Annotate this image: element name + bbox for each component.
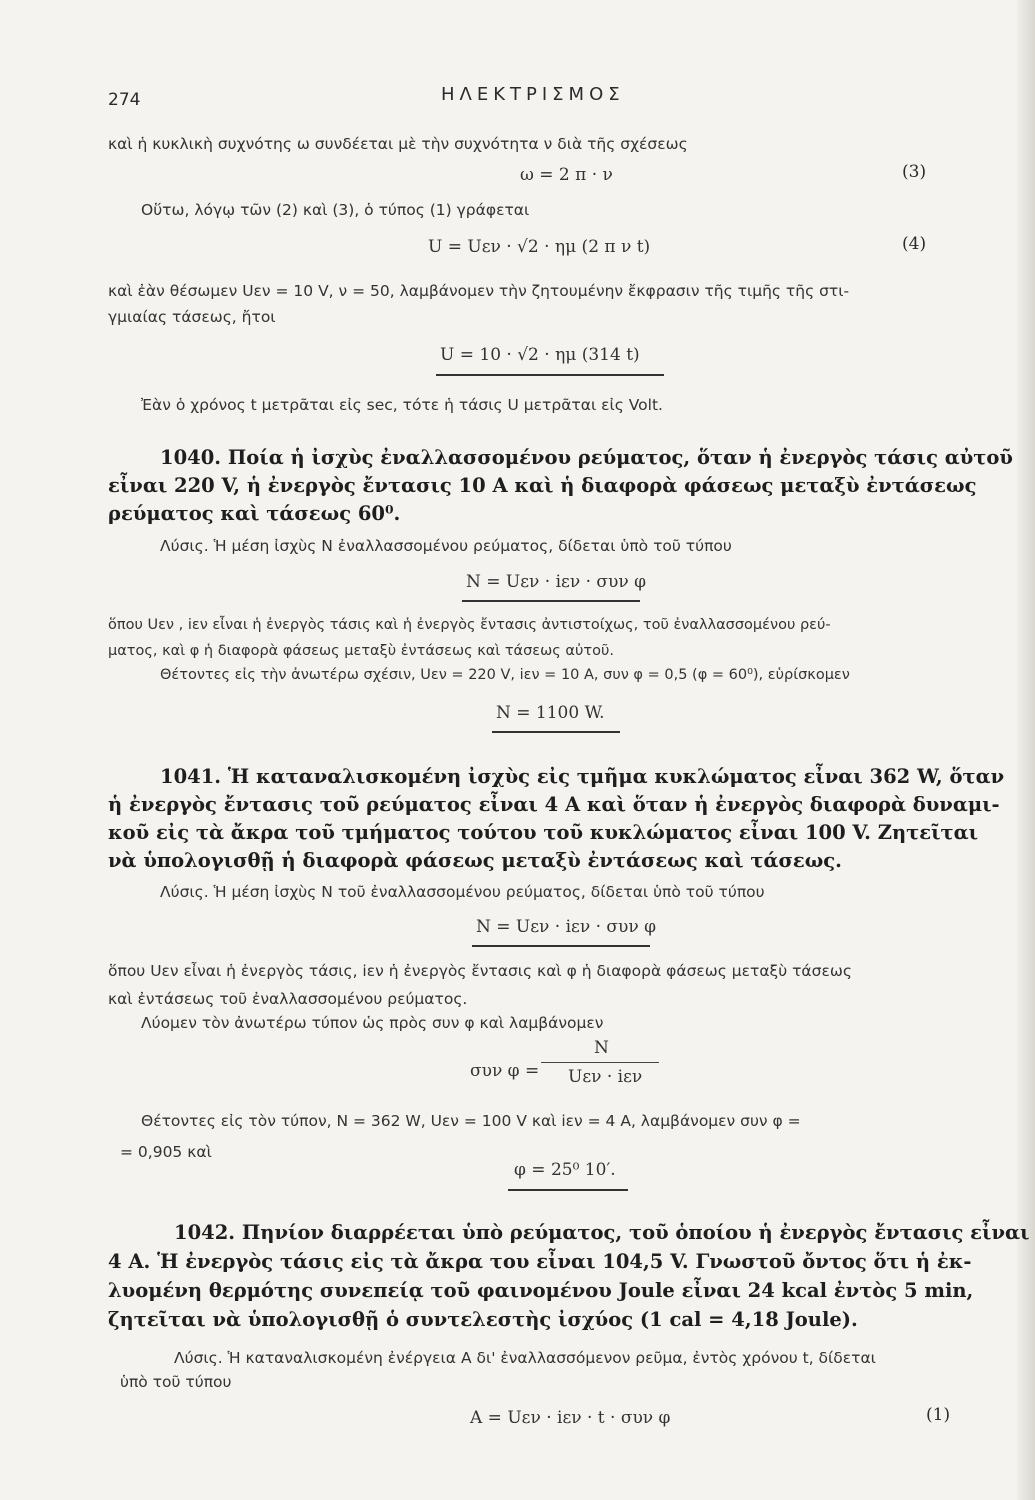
problem-1041-kai: καὶ ἐντάσεως τοῦ ἐναλλασσομένου ρεύματος. bbox=[108, 990, 468, 1008]
problem-1040-line-1: 1040. Ποία ἡ ἰσχὺς ἐναλλασσομένου ρεύματος, ὅταν ἡ ἐνεργὸς τάσις αὐτοῦ bbox=[160, 446, 1013, 469]
problem-1040-thetontes: Θέτοντες εἰς τὴν ἀνωτέρω σχέσιν, Uεν = 220 V, iεν = 10 A, συν φ = 0,5 (φ = 60⁰), εὑρίσκομεν bbox=[160, 667, 850, 683]
problem-1041-thetontes: Θέτοντες εἰς τὸν τύπον, Ν = 362 W, Uεν = 100 V καὶ iεν = 4 A, λαμβάνομεν συν φ = bbox=[141, 1112, 801, 1130]
problem-1041-opou: ὅπου Uεν εἶναι ἡ ἐνεργὸς τάσις, iεν ἡ ἐνεργὸς ἔντασις καὶ φ ἡ διαφορὰ φάσεως μεταξὺ τάσεως bbox=[108, 962, 852, 980]
problem-1041-line-4: νὰ ὑπολογισθῇ ἡ διαφορὰ φάσεως μεταξὺ ἐντάσεως καὶ τάσεως. bbox=[108, 849, 842, 872]
result-underline bbox=[436, 374, 664, 376]
equation-3-number: (3) bbox=[902, 162, 927, 182]
problem-1041-equation: N = Uεν · iεν · συν φ bbox=[476, 917, 656, 937]
problem-1041-line-3: κοῦ εἰς τὰ ἄκρα τοῦ τμήματος τούτου τοῦ κυκλώματος εἶναι 100 V. Ζητεῖται bbox=[108, 821, 979, 844]
problem-1040-equation: N = Uεν · iεν · συν φ bbox=[466, 572, 646, 592]
problem-1041-line-1: 1041. Ἡ καταναλισκομένη ἰσχὺς εἰς τμῆμα κυκλώματος εἶναι 362 W, ὅταν bbox=[160, 765, 1005, 788]
equation-underline bbox=[462, 600, 640, 602]
problem-1042-equation: A = Uεν · iεν · t · συν φ bbox=[470, 1408, 671, 1428]
problem-1040-result: N = 1100 W. bbox=[496, 703, 605, 723]
intro-line-3: καὶ ἐὰν θέσωμεν Uεν = 10 V, ν = 50, λαμβάνομεν τὴν ζητουμένην ἔκφρασιν τῆς τιμῆς τῆς στι- bbox=[108, 282, 850, 300]
page-number: 274 bbox=[108, 90, 141, 110]
problem-1041-lyomen: Λύομεν τὸν ἀνωτέρω τύπον ὡς πρὸς συν φ καὶ λαμβάνομεν bbox=[141, 1014, 604, 1032]
intro-line-2: Οὕτω, λόγῳ τῶν (2) καὶ (3), ὁ τύπος (1) γράφεται bbox=[141, 201, 530, 219]
problem-1040-solution: Λύσις. Ἡ μέση ἰσχὺς Ν ἐναλλασσομένου ρεύματος, δίδεται ὑπὸ τοῦ τύπου bbox=[160, 537, 732, 555]
problem-1040-line-2: εἶναι 220 V, ἡ ἐνεργὸς ἔντασις 10 Α καὶ ἡ διαφορὰ φάσεως μεταξὺ ἐντάσεως bbox=[108, 474, 977, 497]
problem-1042-line-1: 1042. Πηνίον διαρρέεται ὑπὸ ρεύματος, τοῦ ὁποίου ἡ ἐνεργὸς ἔντασις εἶναι bbox=[174, 1221, 1030, 1244]
problem-1042-equation-number: (1) bbox=[926, 1405, 951, 1425]
equation-underline bbox=[472, 945, 650, 947]
fraction-bar bbox=[541, 1062, 659, 1063]
intro-line-1: καὶ ἡ κυκλικὴ συχνότης ω συνδέεται μὲ τὴν συχνότητα ν διὰ τῆς σχέσεως bbox=[108, 135, 688, 153]
result-underline bbox=[492, 731, 620, 733]
problem-1040-line-3: ρεύματος καὶ τάσεως 60⁰. bbox=[108, 502, 401, 525]
problem-1042-line-3: λυομένη θερμότης συνεπείᾳ τοῦ φαινομένου Joule εἶναι 24 kcal ἐντὸς 5 min, bbox=[108, 1279, 974, 1302]
page-edge-shadow bbox=[1017, 0, 1035, 1500]
result-underline bbox=[508, 1189, 628, 1191]
problem-1041-result: φ = 25⁰ 10′. bbox=[514, 1160, 616, 1180]
problem-1041-value: = 0,905 καὶ bbox=[120, 1143, 212, 1161]
fraction-denominator: Uεν · iεν bbox=[568, 1067, 643, 1087]
problem-1042-line-4: ζητεῖται νὰ ὑπολογισθῇ ὁ συντελεστὴς ἰσχύος (1 cal = 4,18 Joule). bbox=[108, 1308, 858, 1331]
running-title: ΗΛΕΚΤΡΙΣΜΟΣ bbox=[441, 84, 625, 105]
problem-1042-solution-1: Λύσις. Ἡ καταναλισκομένη ἐνέργεια Α δι' ἐναλλασσόμενον ρεῦμα, ἐντὸς χρόνου t, δίδεται bbox=[174, 1349, 876, 1367]
equation-3: ω = 2 π · ν bbox=[520, 165, 613, 185]
equation-4: U = Uεν · √2 · ημ (2 π ν t) bbox=[428, 237, 651, 257]
problem-1041-solution: Λύσις. Ἡ μέση ἰσχὺς Ν τοῦ ἐναλλασσομένου ρεύματος, δίδεται ὑπὸ τοῦ τύπου bbox=[160, 883, 765, 901]
equation-4-number: (4) bbox=[902, 234, 927, 254]
problem-1042-solution-2: ὑπὸ τοῦ τύπου bbox=[120, 1373, 232, 1391]
problem-1040-matos: ματος, καὶ φ ἡ διαφορὰ φάσεως μεταξὺ ἐντάσεως καὶ τάσεως αὐτοῦ. bbox=[108, 643, 614, 659]
problem-1040-opou: ὅπου Uεν , iεν εἶναι ἡ ἐνεργὸς τάσις καὶ ἡ ἐνεργὸς ἔντασις ἀντιστοίχως, τοῦ ἐναλλασσομένου ρεύ- bbox=[108, 617, 831, 633]
problem-1041-line-2: ἡ ἐνεργὸς ἔντασις τοῦ ρεύματος εἶναι 4 Α καὶ ὅταν ἡ ἐνεργὸς διαφορὰ δυναμι- bbox=[108, 793, 1000, 816]
equation-result: U = 10 · √2 · ημ (314 t) bbox=[440, 345, 640, 365]
problem-1042-line-2: 4 Α. Ἡ ἐνεργὸς τάσις εἰς τὰ ἄκρα του εἶναι 104,5 V. Γνωστοῦ ὄντος ὅτι ἡ ἐκ- bbox=[108, 1250, 972, 1273]
intro-line-5: Ἐὰν ὁ χρόνος t μετρᾶται εἰς sec, τότε ἡ τάσις U μετρᾶται εἰς Volt. bbox=[141, 396, 663, 414]
fraction-lhs: συν φ = bbox=[470, 1061, 540, 1081]
intro-line-4: γμιαίας τάσεως, ἤτοι bbox=[108, 308, 276, 326]
fraction-numerator: N bbox=[594, 1038, 609, 1058]
